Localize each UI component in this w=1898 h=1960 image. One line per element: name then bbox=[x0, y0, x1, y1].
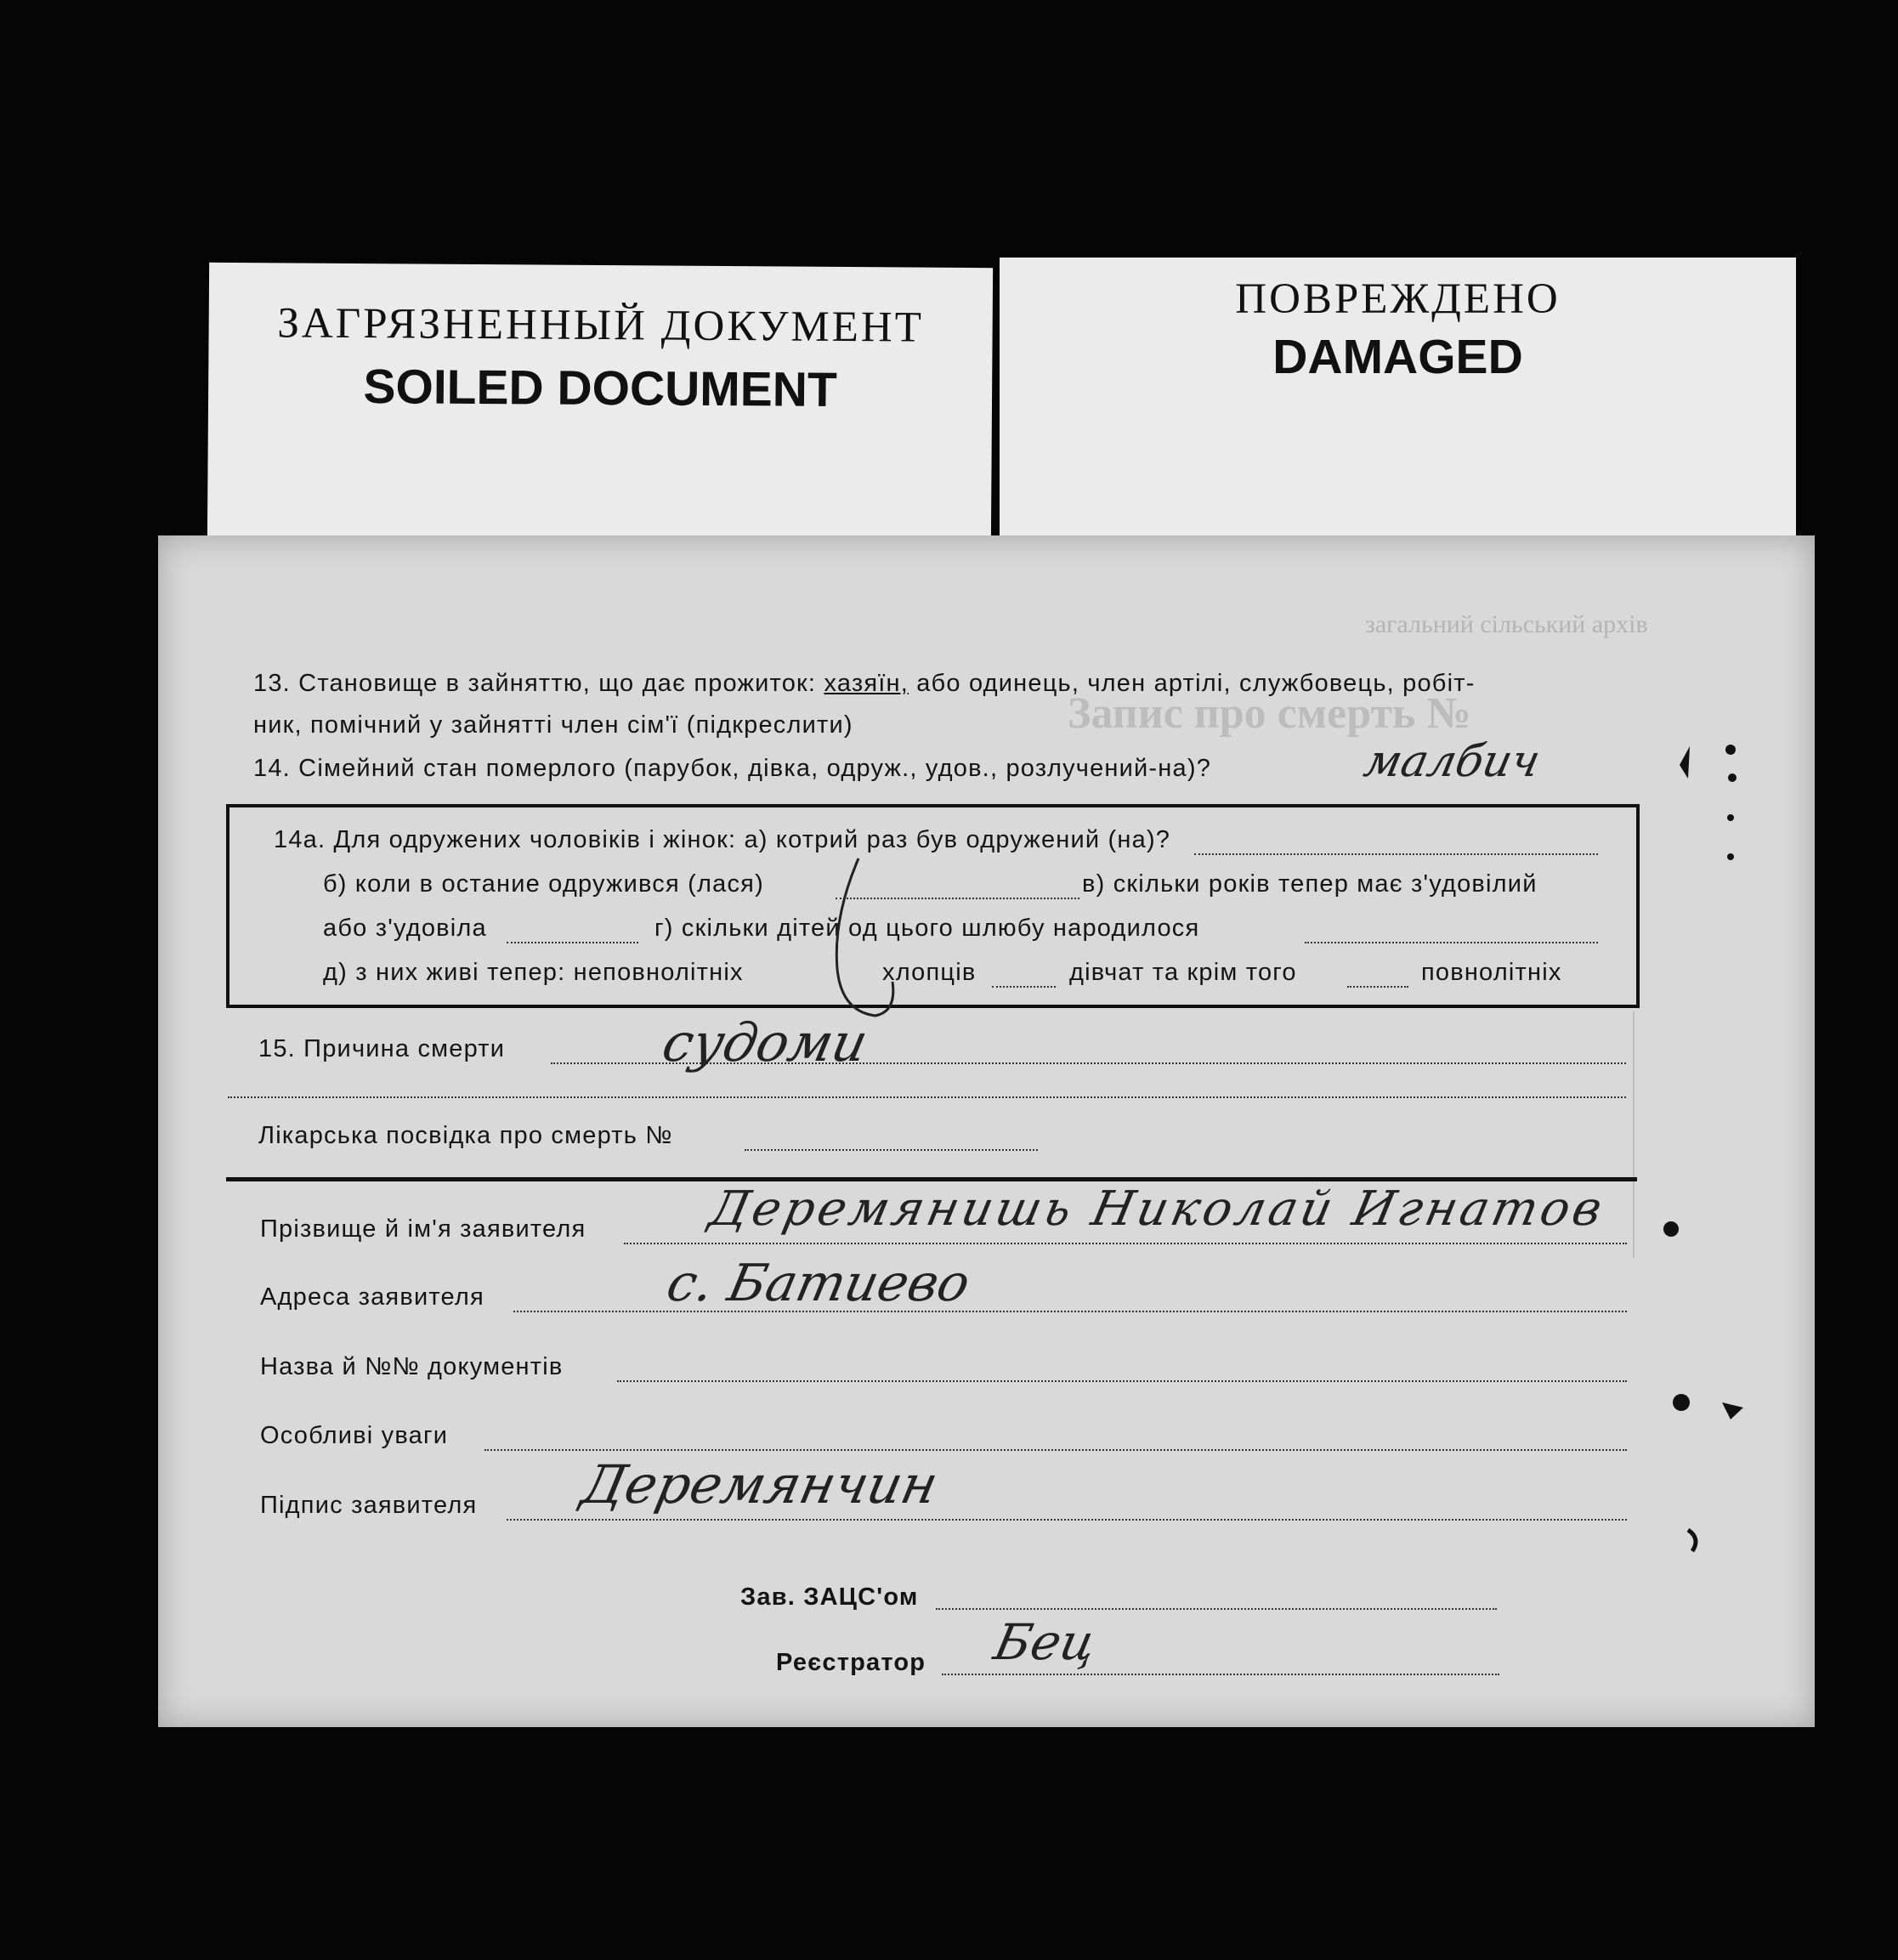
q14a-line-c1: або з'удовіла bbox=[323, 915, 487, 942]
applicant-address-label: Адреса заявителя bbox=[260, 1283, 484, 1311]
q15-field-line2 bbox=[228, 1096, 1626, 1098]
q14a-boys-field bbox=[992, 986, 1056, 988]
question-13-line1 bbox=[253, 670, 1476, 698]
soiled-label-en: SOILED DOCUMENT bbox=[363, 360, 838, 417]
handwritten-registrar-signature: Бец bbox=[989, 1613, 1102, 1671]
registrar-field bbox=[942, 1674, 1499, 1675]
damaged-label-ru: ПОВРЕЖДЕНО bbox=[1235, 275, 1561, 323]
soiled-document-label bbox=[207, 263, 993, 548]
death-record-form bbox=[158, 535, 1815, 1727]
handwritten-address: с. Батиево bbox=[661, 1254, 976, 1313]
q14a-line-d4: повнолітніх bbox=[1421, 959, 1562, 986]
q13-owner-underlined: хазяїн, bbox=[824, 670, 909, 697]
bleed-through-top-right: загальний сільський архів bbox=[1365, 610, 1648, 638]
q14a-line-c2: г) скільки дітей од цього шлюбу народилося bbox=[654, 915, 1200, 942]
applicant-name-label: Прізвище й ім'я заявителя bbox=[260, 1215, 586, 1243]
q14a-line-a: 14а. Для одружених чоловіків і жінок: а) котрий раз був одружений (на)? bbox=[274, 826, 1171, 853]
damaged-label bbox=[1000, 258, 1796, 540]
handwritten-cause-of-death: судоми bbox=[657, 1011, 874, 1073]
documents-field bbox=[617, 1380, 1627, 1382]
signature-label: Підпис заявителя bbox=[260, 1492, 478, 1519]
q14a-line-d1: д) з них живі тепер: неповнолітніх bbox=[323, 959, 744, 986]
registrar-label: Реєстратор bbox=[776, 1649, 926, 1676]
q14a-a-field bbox=[1194, 853, 1598, 855]
head-of-registry-label: Зав. ЗАЦС'ом bbox=[740, 1583, 919, 1611]
question-15: 15. Причина смерти bbox=[258, 1035, 506, 1062]
handwritten-dash-mark bbox=[790, 841, 909, 1037]
handwritten-marital-status: малбич bbox=[1359, 736, 1545, 787]
damaged-label-en: DAMAGED bbox=[1272, 330, 1523, 384]
remarks-label: Особливі уваги bbox=[260, 1422, 449, 1449]
question-14: 14. Сімейний стан померлого (парубок, дівка, одруж., удов., розлучений-на)? bbox=[253, 755, 1212, 782]
bleed-through-title: Запис про смерть № bbox=[1068, 689, 1471, 738]
medical-certificate-field bbox=[745, 1149, 1038, 1151]
soiled-label-ru: ЗАГРЯЗНЕННЫЙ ДОКУМЕНТ bbox=[277, 299, 925, 352]
q13-text-b: або одинець, член артілі, службовець, робіт- bbox=[908, 670, 1476, 697]
q14a-girls-field bbox=[1347, 986, 1408, 988]
q14a-children-field bbox=[1305, 942, 1598, 943]
q14a-line-b1: б) коли в остание одружився (лася) bbox=[323, 870, 764, 898]
q14a-line-d2: хлопців bbox=[882, 959, 977, 986]
medical-certificate: Лікарська посвідка про смерть № bbox=[258, 1122, 673, 1149]
head-of-registry-field bbox=[936, 1608, 1497, 1610]
remarks-field bbox=[484, 1449, 1627, 1451]
applicant-name-field bbox=[624, 1243, 1627, 1244]
q14a-line-d3: дівчат та крім того bbox=[1069, 959, 1297, 986]
ink-stains bbox=[1663, 739, 1765, 1555]
question-13-line2: ник, помічний у зайнятті член сім'ї (підкреслити) bbox=[253, 711, 853, 739]
signature-field bbox=[507, 1519, 1627, 1521]
question-14a-box bbox=[226, 804, 1640, 1008]
q14a-line-b2: в) скільки років тепер має з'удовілий bbox=[1082, 870, 1538, 898]
handwritten-applicant-name: Деремянишь Николай Игнатов bbox=[705, 1181, 1611, 1237]
documents-label: Назва й №№ документів bbox=[260, 1353, 564, 1380]
q13-text-a: 13. Становище в зайняттю, що дає прожиток: bbox=[253, 670, 824, 697]
bleed-border bbox=[1633, 1011, 1635, 1258]
q14a-c-field bbox=[507, 942, 638, 943]
handwritten-signature: Деремянчин bbox=[576, 1453, 943, 1515]
